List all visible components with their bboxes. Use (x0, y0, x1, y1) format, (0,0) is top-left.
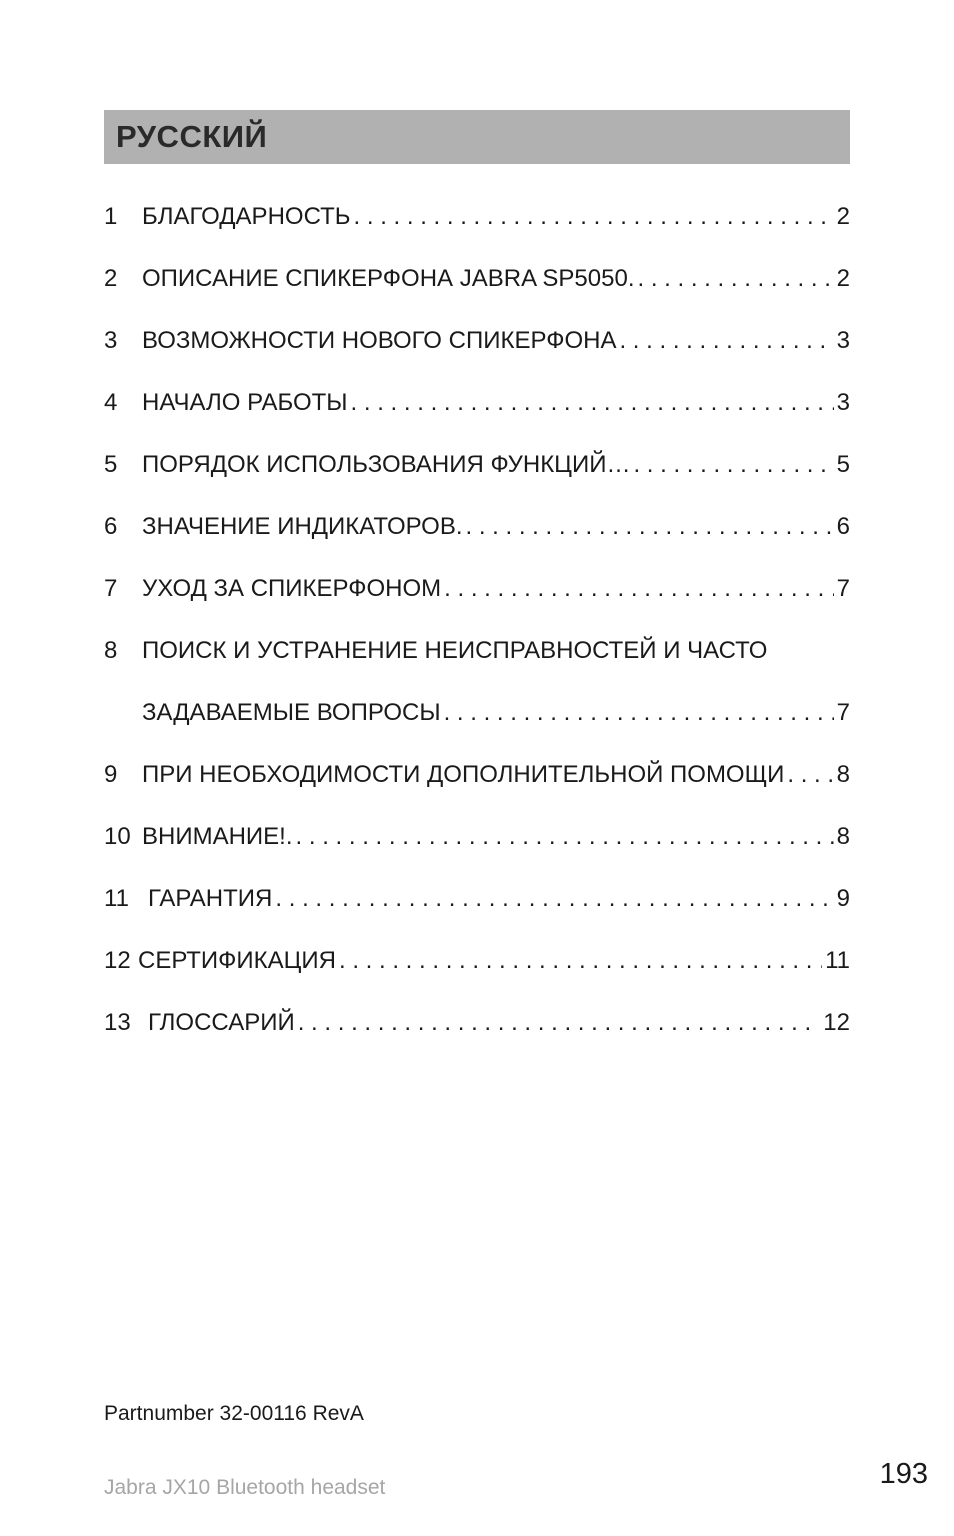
toc-number: 8 (104, 637, 118, 664)
toc-label: ПОИСК И УСТРАНЕНИЕ НЕИСПРАВНОСТЕЙ И ЧАСТО (142, 637, 768, 664)
toc-entry-12[interactable] (104, 930, 850, 992)
toc-leader-dots (339, 947, 822, 975)
toc-label: НАЧАЛО РАБОТЫ (142, 389, 348, 416)
toc-label: ВОЗМОЖНОСТИ НОВОГО СПИКЕРФОНА (142, 327, 617, 354)
toc-label: ГАРАНТИЯ (148, 885, 273, 912)
toc-entry-6[interactable] (104, 496, 850, 558)
toc-page-number: 6 (836, 513, 850, 540)
toc-page-number: 2 (836, 265, 850, 292)
toc-entry-8-continuation[interactable] (104, 682, 850, 744)
toc-number: 10 (104, 823, 131, 850)
toc-page-number: 8 (836, 761, 850, 788)
toc-entry-5[interactable] (104, 434, 850, 496)
section-title: РУССКИЙ (116, 119, 268, 154)
toc-number: 1 (104, 203, 118, 230)
toc-leader-dots (466, 513, 834, 541)
toc-entry-2[interactable] (104, 248, 850, 310)
toc-number: 11 (104, 885, 129, 912)
toc-number: 13 (104, 1009, 131, 1036)
toc-page-number: 2 (836, 203, 850, 230)
toc-leader-dots (619, 327, 833, 355)
toc-leader-dots (444, 699, 834, 727)
toc-page-number: 5 (836, 451, 850, 478)
toc-leader-dots (351, 389, 834, 417)
toc-label: ЗНАЧЕНИЕ ИНДИКАТОРОВ. (142, 513, 463, 540)
toc-page-number: 3 (836, 327, 850, 354)
page-number: 193 (879, 1458, 928, 1490)
toc-page-number: 7 (836, 699, 850, 726)
toc-leader-dots (444, 575, 833, 603)
toc-page-number: 9 (836, 885, 850, 912)
toc-leader-dots (354, 203, 834, 231)
toc-number: 9 (104, 761, 118, 788)
toc-entry-9[interactable] (104, 744, 850, 806)
toc-number: 7 (104, 575, 118, 602)
toc-label: СЕРТИФИКАЦИЯ (138, 947, 336, 974)
toc-number: 6 (104, 513, 118, 540)
toc-entry-3[interactable] (104, 310, 850, 372)
toc-label: УХОД ЗА СПИКЕРФОНОМ (142, 575, 442, 602)
toc-entry-4[interactable] (104, 372, 850, 434)
toc-label: ОПИСАНИЕ СПИКЕРФОНА JABRA SP5050. (142, 265, 635, 292)
toc-label: БЛАГОДАРНОСТЬ (142, 203, 351, 230)
section-title-bar (104, 110, 850, 164)
toc-entry-11[interactable] (104, 868, 850, 930)
toc-leader-dots (633, 451, 833, 479)
toc-leader-dots (787, 761, 833, 789)
toc-entry-7[interactable] (104, 558, 850, 620)
toc-page-number: 7 (836, 575, 850, 602)
toc-label: ПРИ НЕОБХОДИМОСТИ ДОПОЛНИТЕЛЬНОЙ ПОМОЩИ (142, 761, 785, 788)
toc-page-number: 12 (823, 1009, 850, 1036)
toc-leader-dots (296, 823, 834, 851)
table-of-contents (104, 186, 850, 1054)
toc-number: 2 (104, 265, 118, 292)
toc-label: ПОРЯДОК ИСПОЛЬЗОВАНИЯ ФУНКЦИЙ… (142, 451, 631, 478)
toc-number: 5 (104, 451, 118, 478)
toc-entry-10[interactable] (104, 806, 850, 868)
toc-leader-dots (275, 885, 833, 913)
toc-page-number: 3 (836, 389, 850, 416)
toc-label: ВНИМАНИЕ!. (142, 823, 293, 850)
toc-entry-13[interactable] (104, 992, 850, 1054)
part-number: Partnumber 32-00116 RevA (104, 1402, 364, 1425)
toc-number: 12 (104, 947, 131, 974)
toc-page-number: 8 (836, 823, 850, 850)
toc-number: 3 (104, 327, 118, 354)
toc-leader-dots (298, 1009, 821, 1037)
toc-page-number: 11 (825, 947, 850, 974)
toc-label: ГЛОССАРИЙ (148, 1009, 295, 1036)
footer-product-title: Jabra JX10 Bluetooth headset (104, 1476, 386, 1499)
toc-label: ЗАДАВАЕМЫЕ ВОПРОСЫ (142, 699, 441, 726)
toc-number: 4 (104, 389, 118, 416)
toc-entry-1[interactable] (104, 186, 850, 248)
toc-entry-8[interactable] (104, 620, 850, 682)
toc-leader-dots (638, 265, 834, 293)
